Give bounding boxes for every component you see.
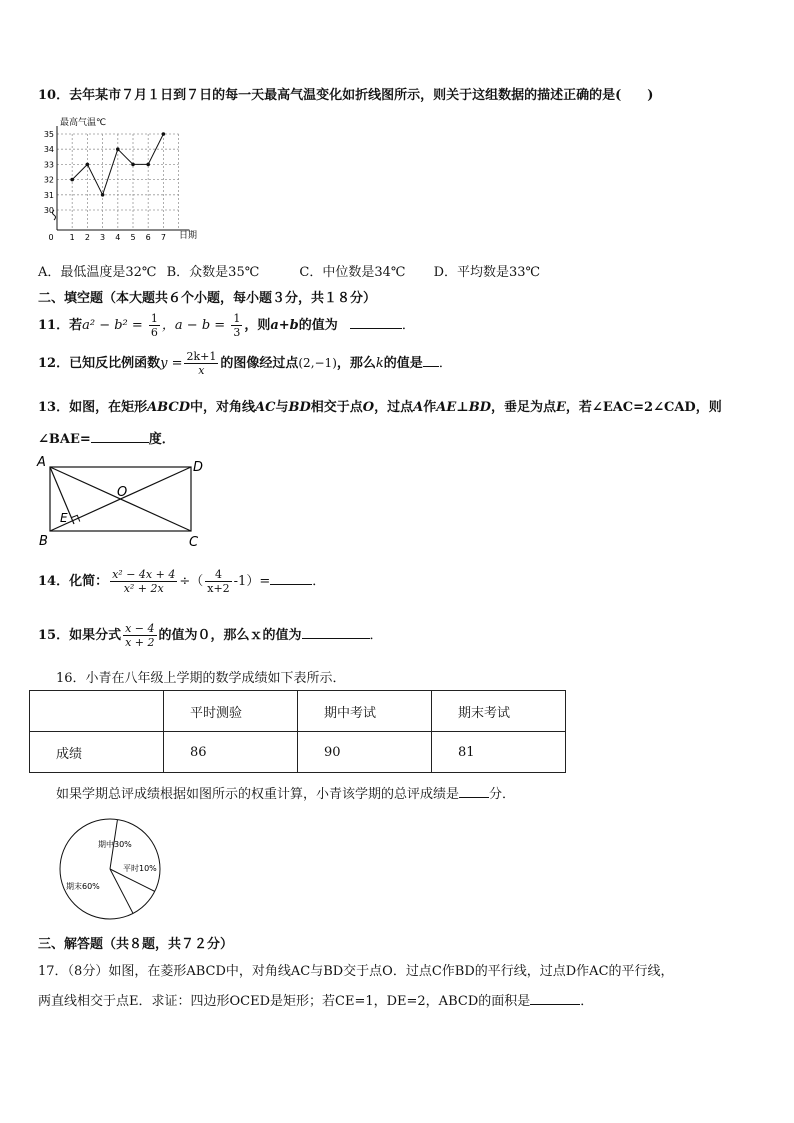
q11-prefix: 11．若 [38, 318, 83, 333]
label-d: D [193, 460, 204, 475]
q11-suffix1: ，则 [244, 318, 271, 333]
score-table [29, 690, 566, 773]
q12-end: ． [438, 356, 452, 371]
pie-label-final: 期末60% [66, 882, 100, 891]
q16-answer-blank[interactable] [459, 785, 489, 798]
q12-answer-blank[interactable] [423, 354, 439, 367]
score-table-header-quiz: 平时测验 [164, 691, 298, 732]
q10-options [38, 261, 540, 280]
q13-e-text: 作 [423, 400, 437, 415]
q13-abcd: ABCD [147, 400, 191, 415]
chart-data-point [146, 163, 150, 167]
pie-label-quiz: 平时10% [123, 864, 157, 873]
score-final-value: 81 [432, 732, 566, 773]
chart-data-point [101, 193, 105, 197]
q14 [38, 568, 325, 595]
chart-ylabel: 最高气温℃ [60, 118, 107, 128]
q14-end: ． [312, 574, 326, 589]
q12-frac-den: x [198, 364, 205, 377]
chart-xtick-label: 5 [130, 233, 136, 242]
q12-prefix: 12．已知反比例函数 [38, 356, 161, 371]
q14-frac1-num: x² − 4x + 4 [112, 568, 176, 581]
q13-line2-end: 度． [148, 432, 175, 447]
q11-frac1-num: 1 [150, 312, 158, 325]
q13-line1 [38, 396, 722, 415]
chart-data-point [162, 132, 166, 136]
q10-option-d[interactable]: D．平均数是33℃ [433, 265, 541, 280]
q11-expr1: a² − b² = [82, 318, 143, 333]
q15-end: ． [369, 628, 383, 643]
section2-heading: 二、填空题（本大题共６个小题，每小题３分，共１８分） [38, 291, 377, 306]
q11-frac1 [149, 312, 160, 339]
q16-after-text: 如果学期总评成绩根据如图所示的权重计算，小青该学期的总评成绩是 [56, 787, 460, 802]
q13-aebd: AE⊥BD [436, 400, 491, 415]
q14-frac2-den: x+2 [207, 582, 230, 595]
chart-ytick-label: 31 [43, 190, 54, 200]
q10-option-a[interactable]: A．最低温度是32℃ [38, 265, 157, 280]
pie-slice-divider [110, 869, 133, 913]
chart-data-point [116, 147, 120, 151]
q12-point: (2,−1) [298, 356, 337, 370]
score-midterm-value: 90 [298, 732, 432, 773]
q13-a-text: 中，对角线 [190, 400, 256, 415]
q13-f-text: ，垂足为点 [490, 400, 556, 415]
q16-after-end: 分． [489, 787, 516, 802]
q14-frac2-num: 4 [205, 568, 231, 582]
q11-expr2: ，a − b = [161, 318, 226, 333]
score-row-label: 成绩 [30, 732, 164, 773]
label-o: O [117, 485, 128, 500]
q13-line2-pre: ∠BAE= [38, 432, 91, 447]
q13-answer-blank[interactable] [91, 430, 149, 443]
score-table-header-row [30, 691, 566, 732]
q13-a: A [413, 400, 424, 415]
chart-xtick-label: 7 [160, 233, 166, 242]
chart-data-point [86, 163, 90, 167]
q17-line2 [38, 990, 593, 1009]
q16-after [56, 783, 515, 802]
q15-frac-num: x − 4 [125, 622, 155, 635]
pie-label-midterm: 期中30% [98, 840, 132, 849]
chart-xtick-label: 3 [100, 233, 106, 242]
q11-frac1-den: 6 [150, 326, 158, 339]
q13-b-text: 与 [275, 400, 289, 415]
q12-suffix: 的值是 [383, 356, 423, 371]
q12-frac-num: 2k+1 [186, 350, 217, 363]
q14-answer-blank[interactable] [270, 572, 312, 585]
q11 [38, 312, 415, 339]
q15-answer-blank[interactable] [302, 626, 370, 639]
q13-g-text: ，若∠EAC=2∠CAD，则 [565, 400, 722, 415]
q11-end: ． [401, 318, 415, 333]
q14-frac1 [110, 568, 177, 595]
chart-xtick-label: 4 [115, 233, 121, 242]
chart-ytick-label: 33 [43, 160, 54, 170]
score-table-header-final: 期末考试 [432, 691, 566, 732]
q12-y: y = [160, 356, 183, 371]
q13-line2 [38, 428, 175, 447]
q13-c-text: 相交于点 [310, 400, 363, 415]
chart-ytick-label: 35 [43, 130, 54, 139]
q12-frac [184, 350, 218, 377]
label-a: A [37, 455, 46, 470]
q12-mid2: ，那么 [336, 356, 376, 371]
q10-stem: 10．去年某市７月１日到７日的每一天最高气温变化如折线图所示，则关于这组数据的描述正确的是( ) [38, 88, 654, 103]
chart-data-point [70, 178, 74, 182]
q14-prefix: 14．化简： [38, 574, 109, 589]
chart-ytick-label: 30 [43, 206, 54, 215]
score-table-header-empty [30, 691, 164, 732]
q15 [38, 622, 383, 649]
section3-heading: 三、解答题（共８题，共７２分） [38, 937, 234, 952]
chart-xlabel: 日期 [179, 231, 198, 241]
q12-k: k [375, 356, 384, 371]
q15-frac-den: x + 2 [125, 636, 155, 649]
q11-frac2 [231, 312, 242, 339]
q12-mid: 的图像经过点 [220, 356, 299, 371]
q14-div: ÷（ [179, 574, 204, 589]
chart-ytick-label: 32 [43, 175, 54, 185]
score-table-header-midterm: 期中考试 [298, 691, 432, 732]
q13-ac: AC [255, 400, 276, 415]
q11-target: a+b [270, 318, 299, 333]
q10-option-b[interactable]: B．众数是35℃ [166, 265, 260, 280]
q12 [38, 350, 452, 377]
chart-xtick-label: 2 [84, 233, 90, 242]
label-e: E [60, 511, 68, 525]
chart-xtick-label: 6 [145, 233, 151, 242]
q11-suffix2: 的值为 [298, 318, 338, 333]
q14-frac1-den: x² + 2x [123, 582, 164, 595]
chart-xtick-label: 0 [48, 233, 54, 242]
chart-ytick-label: 34 [43, 145, 54, 155]
q13-d-text: ，过点 [374, 400, 414, 415]
q13-pre: 13．如图，在矩形 [38, 400, 148, 415]
q13-rectangle-figure [34, 452, 214, 550]
label-c: C [189, 535, 199, 550]
q13-o: O [362, 400, 375, 415]
q13-e: E [556, 400, 566, 415]
chart-data-point [131, 163, 135, 167]
q10-option-c[interactable]: C．中位数是34℃ [299, 265, 406, 280]
q17-line2-text: 两直线相交于点E．求证：四边形OCED是矩形；若CE=1，DE=2，ABCD的面积是 [38, 994, 531, 1009]
q16-stem: 16．小青在八年级上学期的数学成绩如下表所示． [56, 671, 346, 686]
q15-frac [123, 622, 156, 649]
q11-frac2-num: 1 [233, 312, 241, 325]
q14-frac2 [205, 568, 231, 595]
q17-line1: 17．（8分）如图，在菱形ABCD中，对角线AC与BD交于点O．过点C作BD的平行线，过点D作AC的平行线， [38, 964, 674, 979]
q14-tail: -1）= [233, 574, 271, 589]
table-row [30, 732, 566, 773]
q11-frac2-den: 3 [233, 326, 241, 339]
label-b: B [39, 534, 48, 549]
q15-prefix: 15．如果分式 [38, 628, 122, 643]
q15-suffix: 的值为０，那么ｘ的值为 [158, 628, 302, 643]
q17-answer-blank[interactable] [530, 992, 580, 1005]
temperature-line-chart [38, 112, 208, 247]
weight-pie-chart [55, 815, 167, 921]
q17-line2-end: ． [580, 994, 594, 1009]
score-quiz-value: 86 [164, 732, 298, 773]
chart-xtick-label: 1 [69, 233, 75, 242]
q11-answer-blank[interactable] [350, 316, 402, 329]
q13-bd: BD [288, 400, 311, 415]
